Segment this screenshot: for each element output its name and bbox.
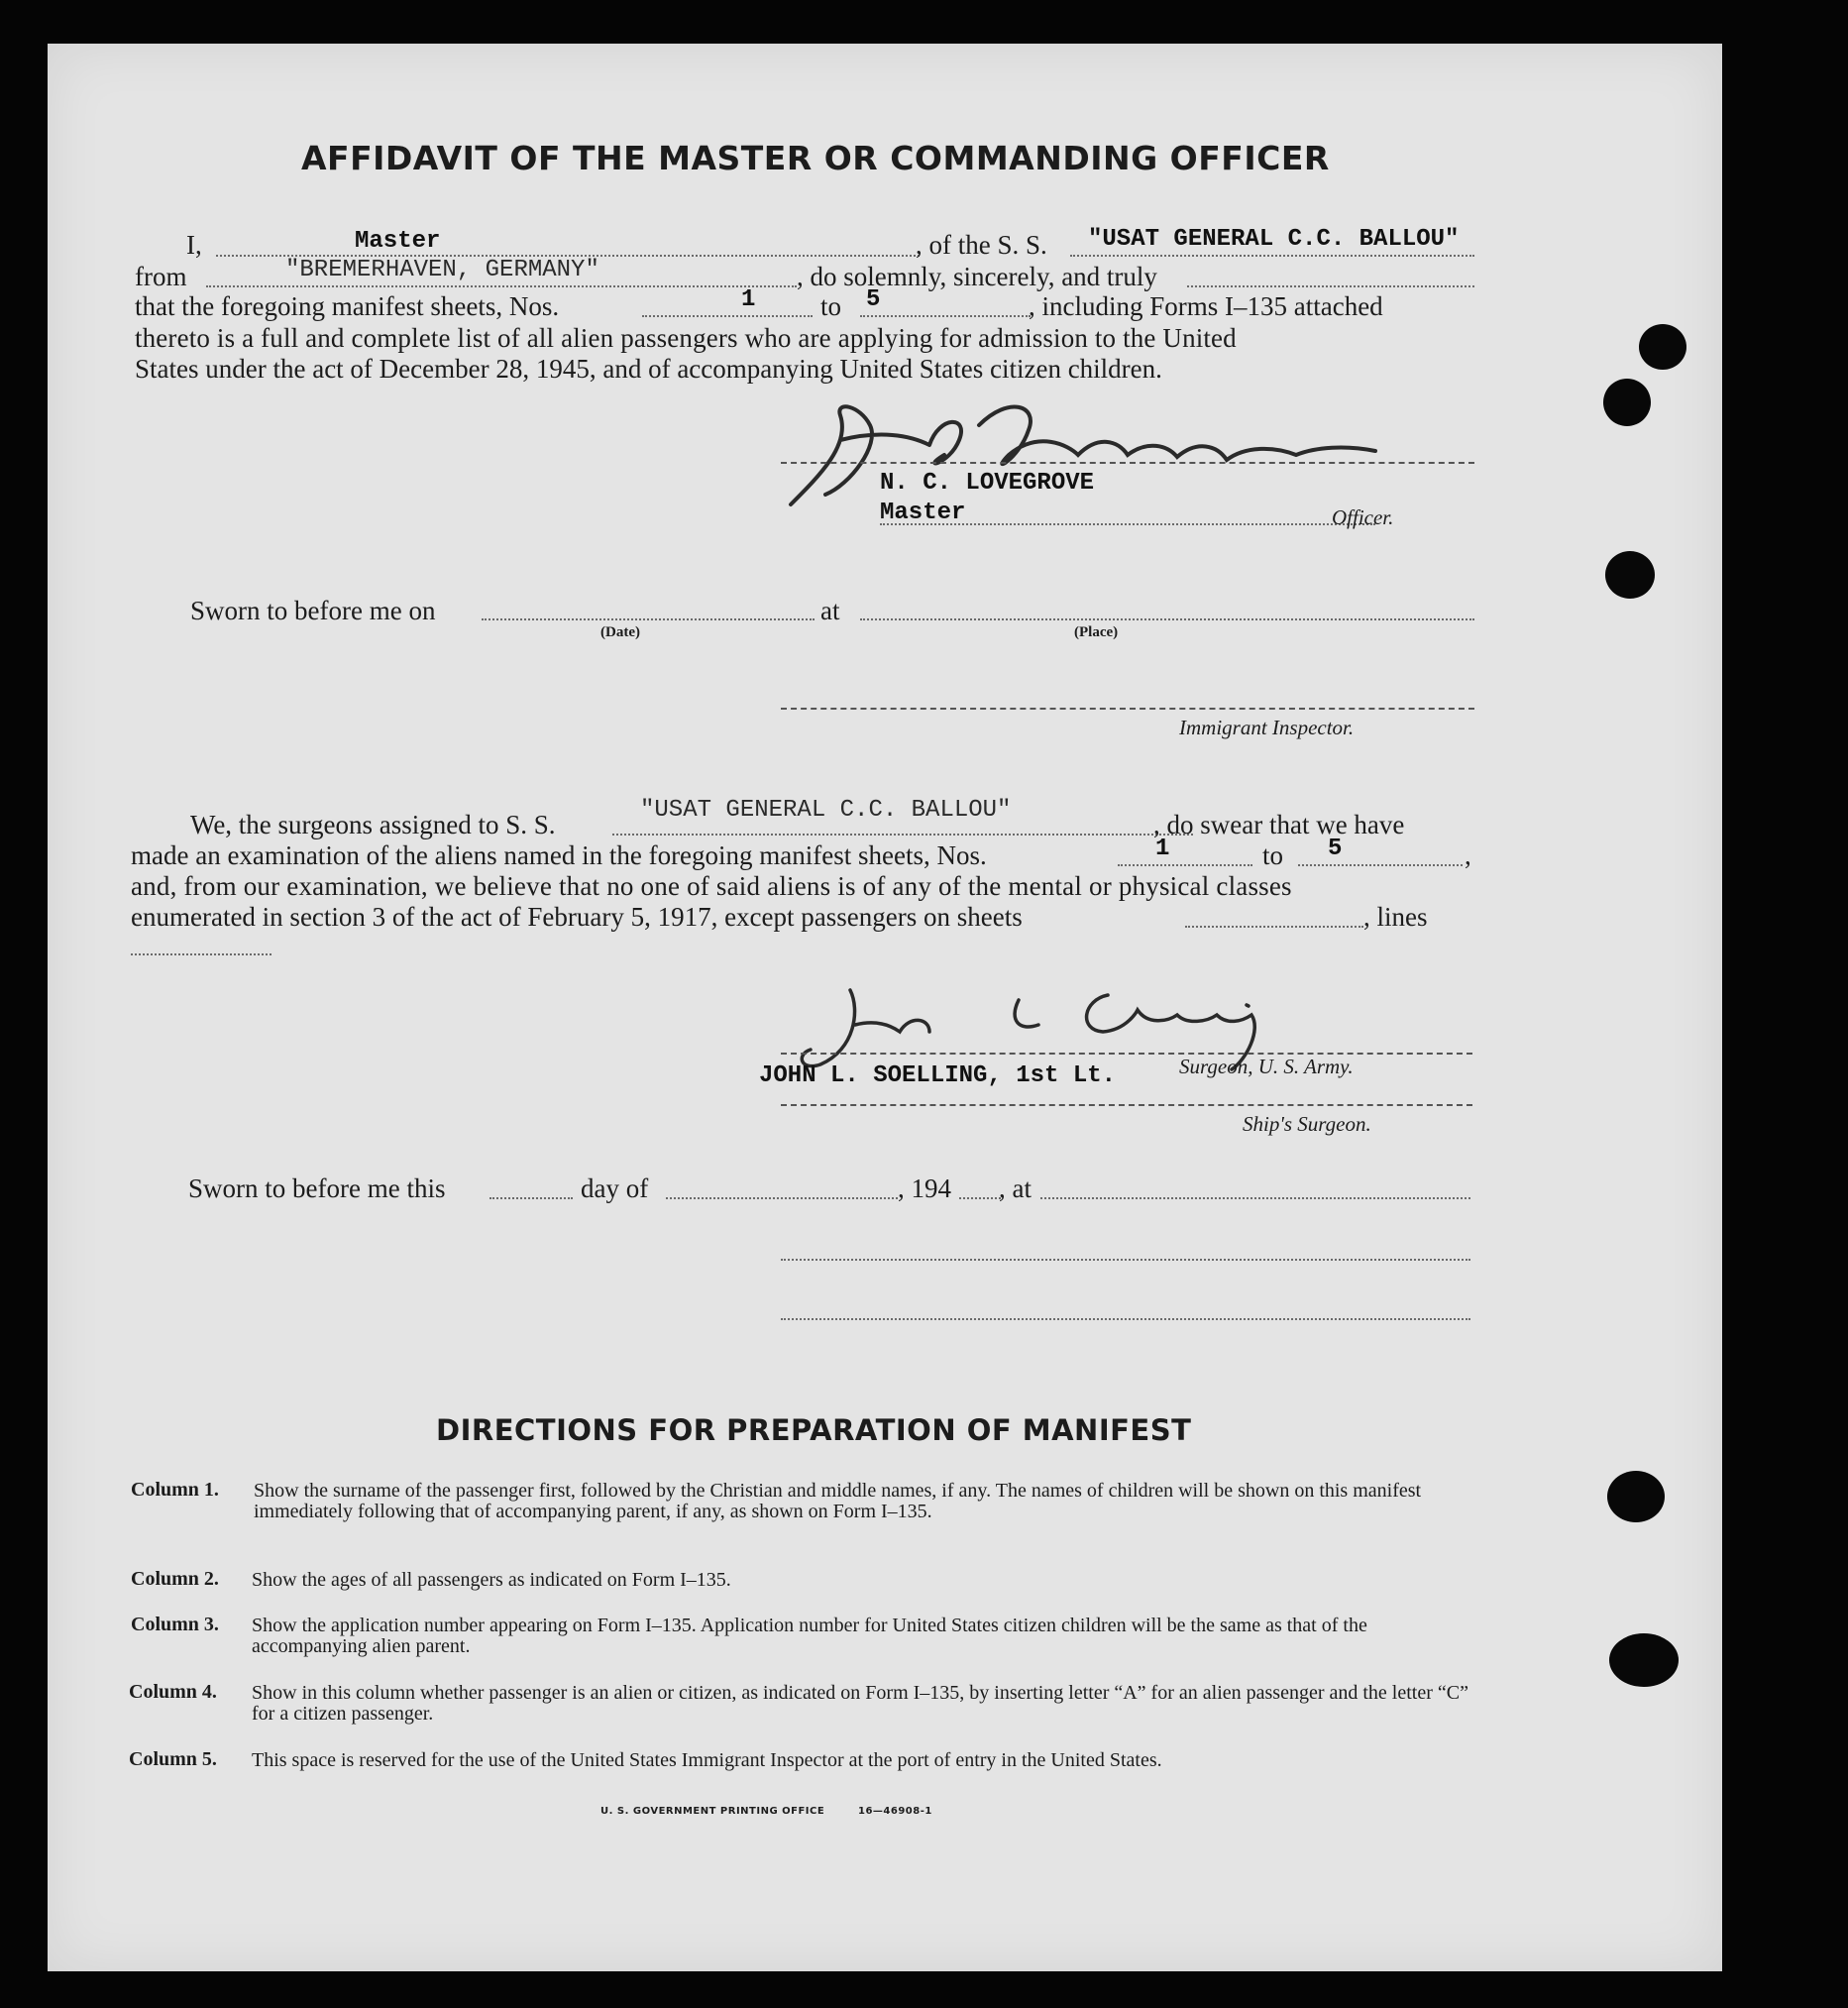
column-5-label: Column 5. [129, 1748, 217, 1770]
master-signature [781, 386, 1415, 514]
month-line [666, 1197, 898, 1199]
column-1-label: Column 1. [131, 1479, 219, 1501]
ship-name-typed: "USAT GENERAL C.C. BALLOU" [1088, 226, 1460, 253]
surgeons-line2-text: made an examination of the aliens named in the foregoing manifest sheets, Nos. [131, 840, 987, 870]
punch-hole [1603, 379, 1651, 426]
to-number: 5 [866, 286, 881, 313]
from-label: from [135, 262, 187, 291]
punch-hole [1607, 1471, 1665, 1522]
directions-title: DIRECTIONS FOR PREPARATION OF MANIFEST [436, 1413, 1192, 1447]
forms-text: , including Forms I–135 attached [1029, 291, 1383, 321]
officer-label: Officer. [1332, 505, 1394, 529]
place-line [860, 618, 1474, 620]
lines-label: , lines [1363, 902, 1428, 932]
surgeon-signature-line [781, 1053, 1472, 1055]
from-no-line [642, 315, 813, 317]
day-of-label: day of [581, 1173, 649, 1203]
affidavit-line4: thereto is a full and complete list of all alien passengers who are applying for admission to the United [135, 323, 1237, 353]
surgeons-ship-line [612, 834, 1193, 836]
swear-text: , do solemnly, sincerely, and truly [797, 262, 1157, 291]
surgeons-from-no-line [1118, 864, 1252, 866]
sworn1-text: Sworn to before me on [190, 596, 436, 625]
sworn2-place-line [1040, 1197, 1470, 1199]
surgeons-line2-comma: , [1465, 840, 1471, 870]
document-page [48, 44, 1722, 1971]
affidavit-title: AFFIDAVIT OF THE MASTER OR COMMANDING OFFICER [301, 139, 1330, 177]
surgeons-from-number: 1 [1155, 836, 1170, 862]
sworn1-at: at [820, 596, 840, 625]
from-number: 1 [741, 286, 756, 313]
master-printed-title: Master [880, 500, 966, 526]
surgeons-line1-rest: , do swear that we have [1153, 810, 1405, 839]
surgeons-line4-text: enumerated in section 3 of the act of February 5, 1917, except passengers on sheets [131, 902, 1023, 932]
origin-line [206, 285, 797, 287]
ships-surgeon-line [781, 1104, 1472, 1106]
surgeons-to-no-line [1298, 864, 1463, 866]
master-signature-line [781, 462, 1474, 464]
affidavit-line5: States under the act of December 28, 1945, and of accompanying United States citizen children. [135, 354, 1162, 384]
sworn2-sig-line-1 [781, 1259, 1470, 1261]
surgeons-line3: and, from our examination, we believe that no one of said aliens is of any of the mental or physical classes [131, 871, 1292, 901]
of-ss-text: , of the S. S. [916, 230, 1047, 260]
inspector-label: Immigrant Inspector. [1179, 716, 1355, 739]
ship-line [1070, 255, 1474, 257]
column-4-text: Show in this column whether passenger is an alien or citizen, as indicated on Form I–135, by inserting letter “A” for an alien passenger and the letter “C” for a citizen passenger. [252, 1682, 1468, 1725]
day-line [489, 1197, 573, 1199]
column-1-text: Show the surname of the passenger first, followed by the Christian and middle names, if any. The names of children will be shown on this manifest immediately following that of accompanying parent, if any, as shown on Form I–135. [254, 1480, 1422, 1522]
origin-typed: "BREMERHAVEN, GERMANY" [285, 257, 599, 283]
lines-line [131, 953, 272, 955]
master-printed-name: N. C. LOVEGROVE [880, 470, 1095, 497]
surgeon-printed-name: JOHN L. SOELLING, 1st Lt. [759, 1062, 1117, 1089]
column-3-label: Column 3. [131, 1614, 219, 1635]
column-2-text: Show the ages of all passengers as indicated on Form I–135. [252, 1569, 731, 1591]
affidavit-prefix: I, [186, 230, 202, 260]
printer-imprint: U. S. GOVERNMENT PRINTING OFFICE [600, 1806, 825, 1817]
surgeons-ship-typed: "USAT GENERAL C.C. BALLOU" [640, 797, 1012, 824]
sworn2-at: , at [999, 1173, 1032, 1203]
surgeons-line1-text: We, the surgeons assigned to S. S. [190, 810, 556, 839]
sheets-line [1185, 926, 1363, 928]
surgeons-to-number: 5 [1328, 836, 1343, 862]
officer-line [880, 523, 1375, 525]
year-line [959, 1197, 1001, 1199]
manifest-sheets-text: that the foregoing manifest sheets, Nos. [135, 291, 560, 321]
column-4-label: Column 4. [129, 1681, 217, 1703]
surgeons-to-label: to [1262, 840, 1284, 870]
punch-hole [1639, 324, 1686, 370]
column-2-label: Column 2. [131, 1568, 219, 1590]
punch-hole [1605, 551, 1655, 599]
sworn2-text: Sworn to before me this [188, 1173, 446, 1203]
date-label: (Date) [600, 624, 640, 640]
column-5-text: This space is reserved for the use of the United States Immigrant Inspector at the port of entry in the United States. [252, 1749, 1162, 1771]
to-label: to [820, 291, 842, 321]
to-no-line [860, 315, 1031, 317]
punch-hole [1609, 1633, 1679, 1687]
inspector-signature-line [781, 708, 1474, 710]
place-label: (Place) [1074, 624, 1119, 640]
form-code: 16—46908-1 [858, 1806, 932, 1817]
column-3-text: Show the application number appearing on Form I–135. Application number for United States citizen children will be the same as that of the accompanying alien parent. [252, 1615, 1367, 1657]
ships-surgeon-label: Ship's Surgeon. [1243, 1112, 1371, 1136]
sworn2-sig-line-2 [781, 1318, 1470, 1320]
swear-line [1187, 285, 1474, 287]
date-line [482, 618, 815, 620]
year-prefix: , 194 [898, 1173, 951, 1203]
affiant-name: Master [355, 228, 441, 255]
surgeon-army-label: Surgeon, U. S. Army. [1179, 1055, 1354, 1078]
